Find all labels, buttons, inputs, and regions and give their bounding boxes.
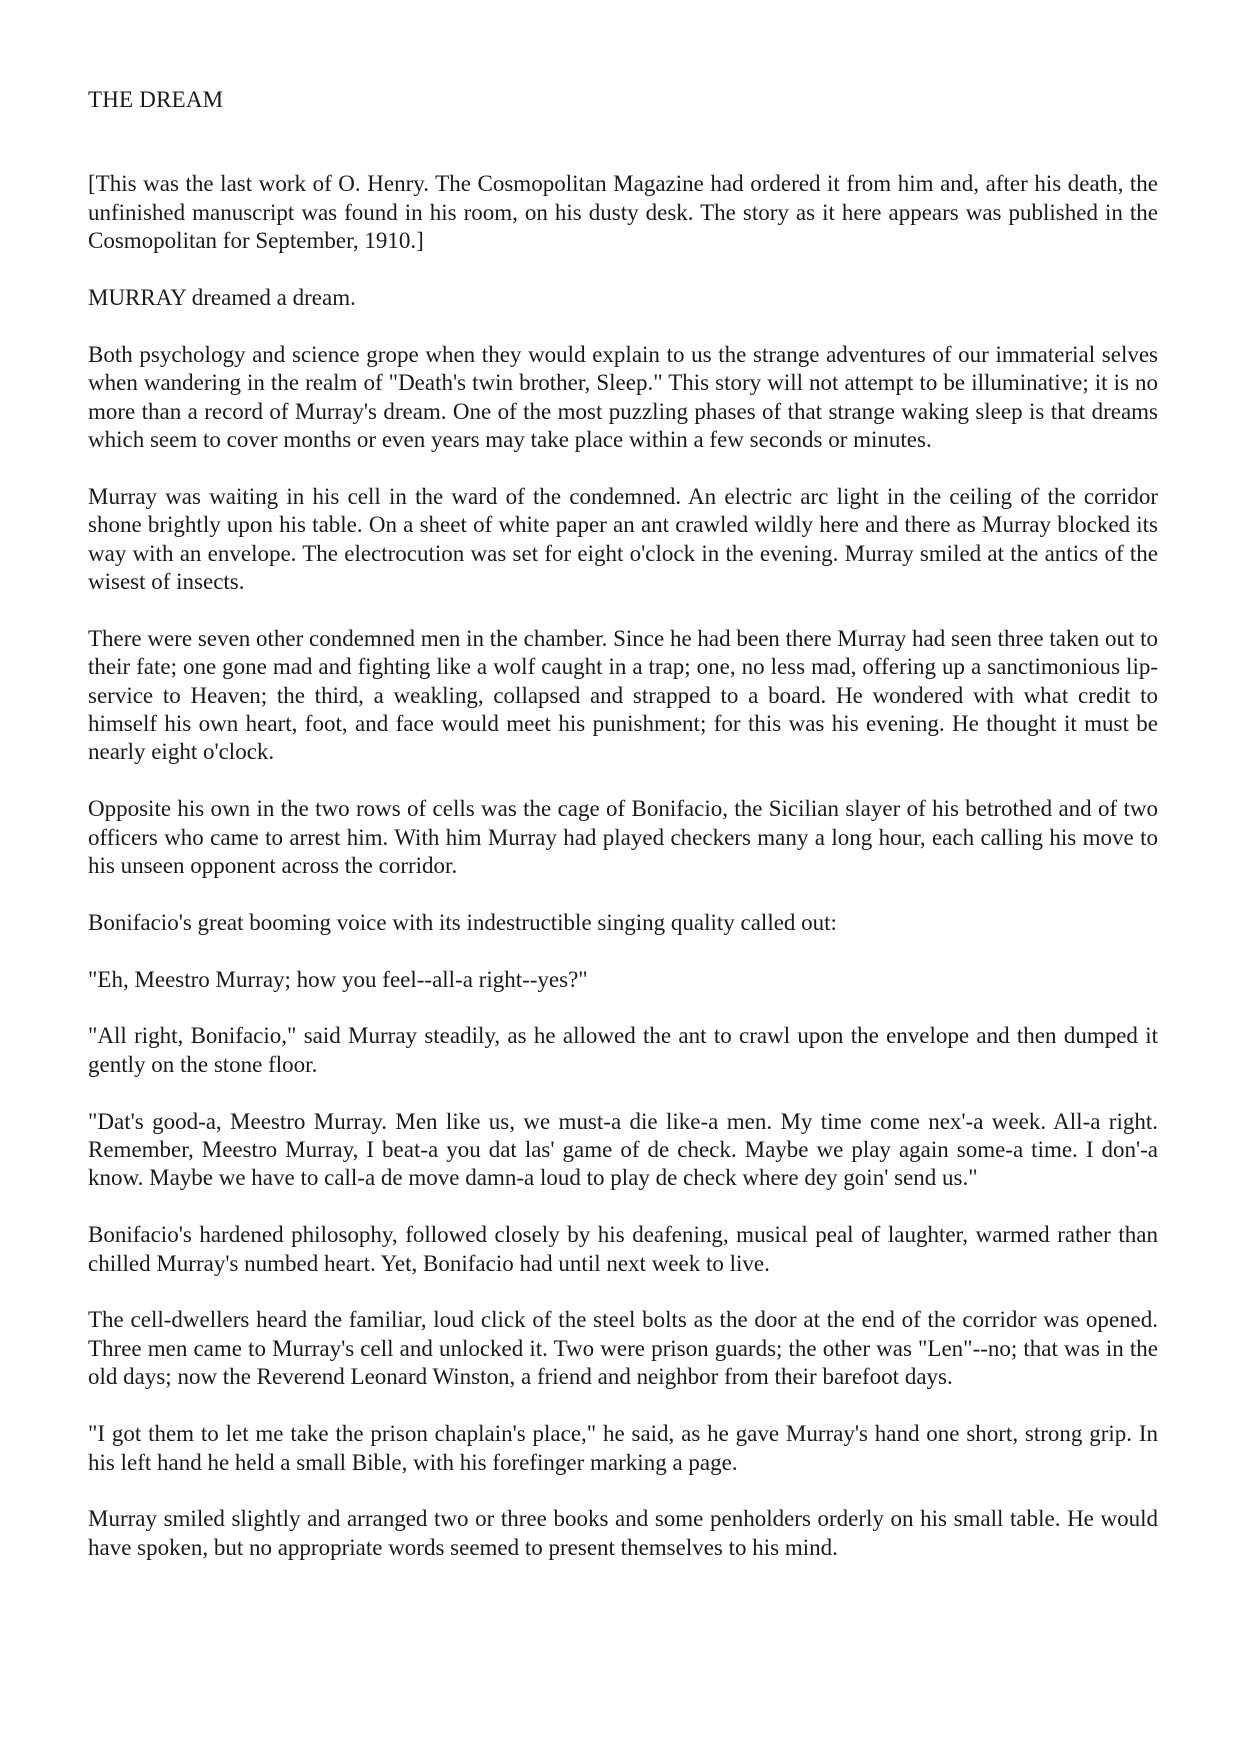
document-page — [88, 86, 1158, 1591]
paragraph: "Eh, Meestro Murray; how you feel--all-a right--yes?" — [88, 966, 588, 992]
paragraph: "Dat's good-a, Meestro Murray. Men like us, we must-a die like-a men. My time come nex'-a week. All-a right. Remember, Meestro Murray, I beat-a you dat las' game of de check. Maybe we play again some-a time. I don'-a know. Maybe we have to call-a de move damn-a loud to play de check where dey goin' send us." — [88, 1108, 1158, 1191]
paragraph: Murray was waiting in his cell in the ward of the condemned. An electric arc light in the ceiling of the corridor shone brightly upon his table. On a sheet of white paper an ant crawled wildly here and there as Murray blocked its way with an envelope. The electrocution was set for eight o'clock in the evening. Murray smiled at the antics of the wisest of insects. — [88, 483, 1158, 595]
paragraph: MURRAY dreamed a dream. — [88, 285, 356, 311]
paragraph: "I got them to let me take the prison chaplain's place," he said, as he gave Murray's hand one short, strong grip. In his left hand he held a small Bible, with his forefinger marking a page. — [88, 1421, 1158, 1475]
paragraph: Both psychology and science grope when they would explain to us the strange adventures of our immaterial selves when wandering in the realm of "Death's twin brother, Sleep." This story will not attempt to be illuminative; it is no more than a record of Murray's dream. One of the most puzzling phases of that strange waking sleep is that dreams which seem to cover months or even years may take place within a few seconds or minutes. — [88, 341, 1158, 453]
document-title: THE DREAM — [88, 87, 224, 112]
paragraph: Murray smiled slightly and arranged two or three books and some penholders orderly on his small table. He would have spoken, but no appropriate words seemed to present themselves to his mind. — [88, 1506, 1158, 1560]
paragraph-intro-note: [This was the last work of O. Henry. The Cosmopolitan Magazine had ordered it from him and, after his death, the unfinished manuscript was found in his room, on his dusty desk. The story as it here appears was published in the Cosmopolitan for September, 1910.] — [88, 171, 1158, 254]
paragraph: Bonifacio's hardened philosophy, followed closely by his deafening, musical peal of laughter, warmed rather than chilled Murray's numbed heart. Yet, Bonifacio had until next week to live. — [88, 1222, 1158, 1276]
paragraph: "All right, Bonifacio," said Murray steadily, as he allowed the ant to crawl upon the envelope and then dumped it gently on the stone floor. — [88, 1023, 1158, 1077]
paragraph: There were seven other condemned men in the chamber. Since he had been there Murray had seen three taken out to their fate; one gone mad and fighting like a wolf caught in a trap; one, no less mad, offering up a sanctimonious lip-service to Heaven; the third, a weakling, collapsed and strapped to a board. He wondered with what credit to himself his own heart, foot, and face would meet his punishment; for this was his evening. He thought it must be nearly eight o'clock. — [88, 625, 1158, 765]
paragraph: Bonifacio's great booming voice with its indestructible singing quality called out: — [88, 909, 837, 935]
paragraph: Opposite his own in the two rows of cells was the cage of Bonifacio, the Sicilian slayer of his betrothed and of two officers who came to arrest him. With him Murray had played checkers many a long hour, each calling his move to his unseen opponent across the corridor. — [88, 796, 1158, 879]
paragraph: The cell-dwellers heard the familiar, loud click of the steel bolts as the door at the end of the corridor was opened. Three men came to Murray's cell and unlocked it. Two were prison guards; the other was "Len"--no; that was in the old days; now the Reverend Leonard Winston, a friend and neighbor from their barefoot days. — [88, 1307, 1158, 1390]
